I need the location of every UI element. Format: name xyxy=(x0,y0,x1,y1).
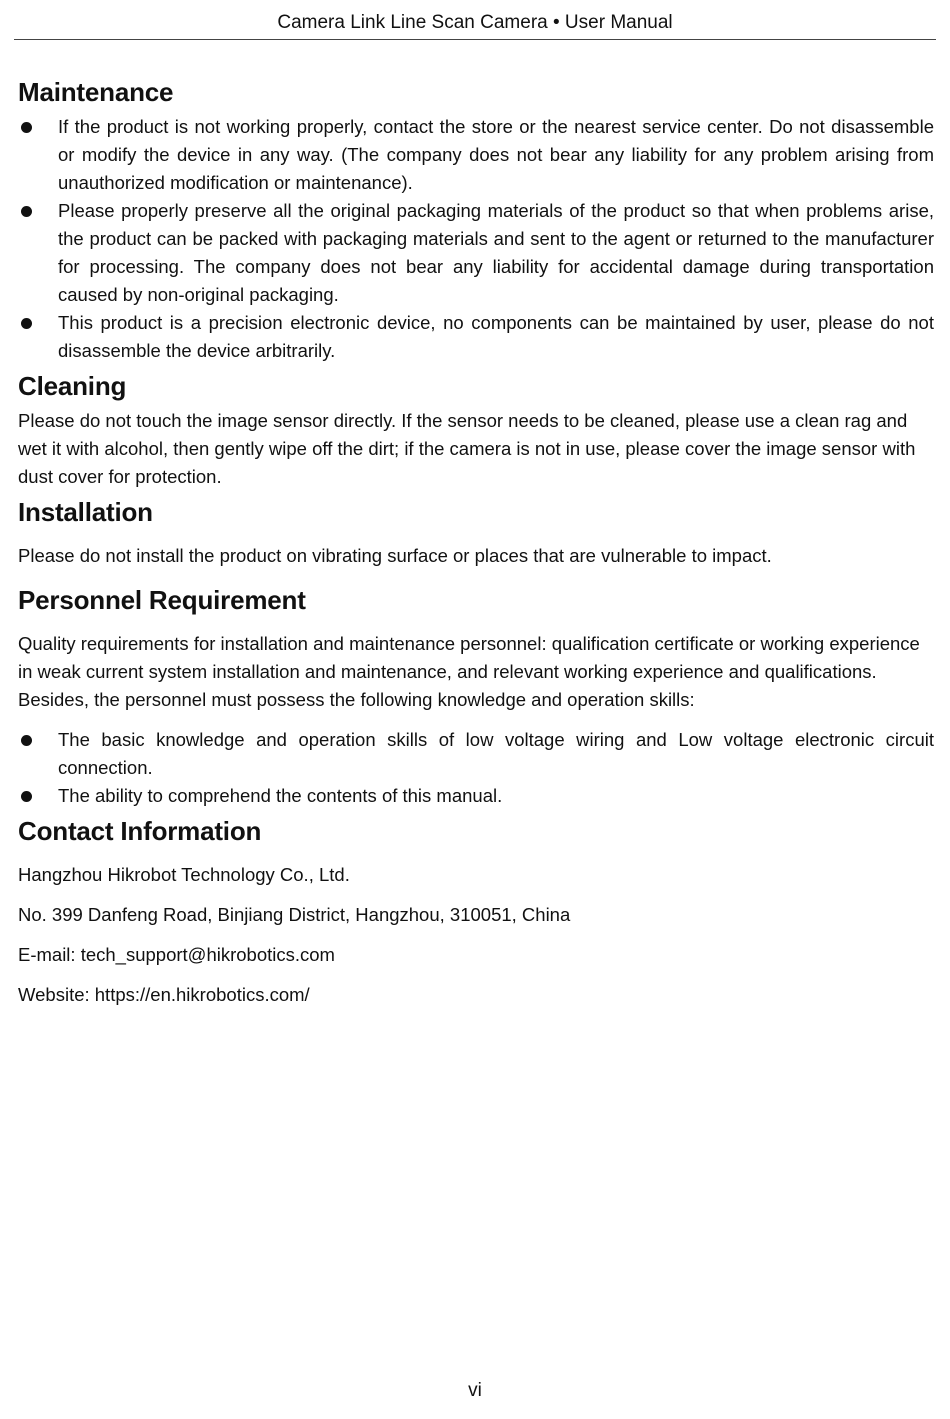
personnel-text: Quality requirements for installation and maintenance personnel: qualification certificate or working experience in weak current system installation and maintenance, and relevant working experience and qualifications. Besides, the personnel must possess the following knowledge and operation skills: xyxy=(18,633,920,710)
personnel-list xyxy=(18,726,934,810)
contact-heading: Contact Information xyxy=(18,816,262,846)
contact-address: No. 399 Danfeng Road, Binjiang District, Hangzhou, 310051, China xyxy=(18,904,571,925)
personnel-heading: Personnel Requirement xyxy=(18,585,306,615)
page-content xyxy=(18,74,934,1009)
installation-text: Please do not install the product on vibrating surface or places that are vulnerable to impact. xyxy=(18,545,772,566)
list-item: This product is a precision electronic device, no components can be maintained by user, please do not disassemble the device arbitrarily. xyxy=(18,309,934,365)
maintenance-heading: Maintenance xyxy=(18,77,174,107)
contact-website: Website: https://en.hikrobotics.com/ xyxy=(18,984,310,1005)
contact-company: Hangzhou Hikrobot Technology Co., Ltd. xyxy=(18,864,350,885)
cleaning-heading: Cleaning xyxy=(18,371,127,401)
list-item: Please properly preserve all the original packaging materials of the product so that when problems arise, the product can be packed with packaging materials and sent to the agent or returned to the manufacturer for processing. The company does not bear any liability for accidental damage during transportation caused by non-original packaging. xyxy=(18,197,934,309)
page-number: vi xyxy=(468,1380,482,1401)
list-item: The ability to comprehend the contents of this manual. xyxy=(18,782,934,810)
page-header: Camera Link Line Scan Camera • User Manual xyxy=(14,10,936,40)
list-item: If the product is not working properly, contact the store or the nearest service center. Do not disassemble or modify the device in any way. (The company does not bear any liability for any problem arising from unauthorized modification or maintenance). xyxy=(18,113,934,197)
maintenance-list xyxy=(18,113,934,365)
installation-heading: Installation xyxy=(18,497,153,527)
contact-email: E-mail: tech_support@hikrobotics.com xyxy=(18,944,335,965)
list-item: The basic knowledge and operation skills of low voltage wiring and Low voltage electronic circuit connection. xyxy=(18,726,934,782)
cleaning-text: Please do not touch the image sensor directly. If the sensor needs to be cleaned, please use a clean rag and wet it with alcohol, then gently wipe off the dirt; if the camera is not in use, please cover the image sensor with dust cover for protection. xyxy=(18,410,916,487)
